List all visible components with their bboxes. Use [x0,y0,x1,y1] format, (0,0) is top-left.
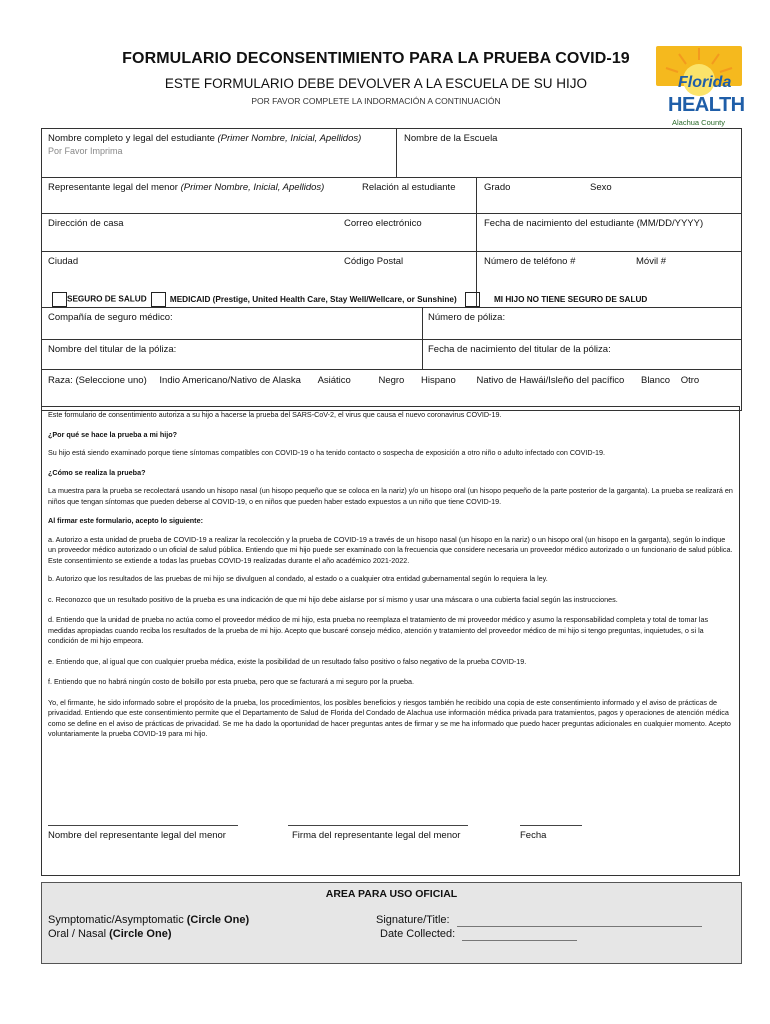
insurance-label: SEGURO DE SALUD [67,294,147,304]
relation-label: Relación al estudiante [362,182,456,193]
form-subtitle: ESTE FORMULARIO DEBE DEVOLVER A LA ESCUELA DE SU HIJO [164,76,588,91]
address-field[interactable] [50,231,470,249]
symptomatic-row: Symptomatic/Asymptomatic (Circle One) [48,914,250,926]
student-name-label: Nombre completo y legal del estudiante (Primer Nombre, Inicial, Apellidos) [48,133,362,144]
phone-label: Número de teléfono # [484,256,576,267]
oral-nasal-row: Oral / Nasal (Circle One) [48,928,172,940]
logo-florida: Florida [678,74,732,91]
email-label: Correo electrónico [344,218,422,229]
school-name-field[interactable] [404,149,734,173]
policy-holder-dob-label: Fecha de nacimiento del titular de la póliza: [428,344,611,355]
date-line[interactable] [520,825,582,826]
address-label: Dirección de casa [48,218,124,229]
insurance-options [52,292,647,307]
policy-holder-label: Nombre del titular de la póliza: [48,344,177,355]
consent-agreement-heading: Al firmar este formulario, acepto lo siguiente: [48,516,203,525]
guardian-name-line[interactable] [48,825,238,826]
guardian-signature-caption: Firma del representante legal del menor [292,830,461,841]
consent-item-b: b. Autorizo que los resultados de las pruebas de mi hijo se divulguen al condado, al estado o a cualquier otra entidad gubernamental según lo requiera la ley. [48,574,548,583]
school-name-label: Nombre de la Escuela [404,133,498,144]
date-collected-field[interactable] [462,928,577,941]
florida-health-logo [654,44,744,130]
consent-section [41,406,740,876]
grade-label: Grado [484,182,511,193]
consent-final-statement: Yo, el firmante, he sido informado sobre el propósito de la prueba, los procedimientos, los posibles beneficios y riesgos también he recibido una copia de este consentimiento informado y el aviso de prácticas de privacidad. Entiendo que este consentimiento permite que el Departamento de Salud de Florida del Condado de Alachua use información médica privada para tratamientos, pagos y operaciones de atención médica como se define en el aviso de prácticas de privacidad. Se me ha dado la oportunidad de hacer preguntas antes de firmar y se me ha informado que puedo hacer preguntas adicionales en cualquier momento. Acepto voluntariamente la prueba COVID-19 para mi hijo. [48,697,731,738]
consent-question-why: ¿Por qué se hace la prueba a mi hijo? [48,429,178,439]
race-option[interactable]: Asiático [317,375,351,386]
signature-title-field[interactable] [457,914,702,927]
student-name-field[interactable] [50,161,390,175]
consent-item-e: e. Entiendo que, al igual que con cualquier prueba médica, existe la posibilidad de un resultado falso positivo o falso negativo de la prueba COVID-19. [48,656,527,666]
race-row [48,375,738,386]
official-use-area [41,882,742,964]
consent-item-d: d. Entiendo que la unidad de prueba no actúa como el proveedor médico de mi hijo, esta prueba no reemplaza el tratamiento de mi proveedor médico y asumo la responsabilidad completa y total de tomar las medidas apropiadas cuando reciba los resultados de la prueba de mi hijo. Acepto que buscaré consejo médico, atención y tratamiento del proveedor médico de mi hijo si tengo preguntas, inquietudes, o si la condición de mi hijo empeora. [48,615,709,645]
consent-intro: Este formulario de consentimiento autoriza a su hijo a hacerse la prueba del SARS-CoV-2, el virus que causa el nuevo coronavirus COVID-19. [48,410,502,419]
official-title: AREA PARA USO OFICIAL [325,888,458,900]
consent-item-c: c. Reconozco que un resultado positivo de la prueba es una indicación de que mi hijo debe aislarse por sí mismo y usar una máscara o una cubierta facial según las instrucciones. [48,594,618,604]
logo-health: HEALTH [668,94,745,116]
race-option[interactable]: Negro [378,375,405,386]
zip-label: Código Postal [344,256,404,267]
consent-answer-why: Su hijo está siendo examinado porque tiene síntomas compatibles con COVID-19 o ha tenido contacto o sospecha de exposición a otro niño o adulto infectado con COVID-19. [48,448,605,457]
guardian-label: Representante legal del menor (Primer Nombre, Inicial, Apellidos) [48,182,325,193]
insurance-checkbox[interactable] [52,292,67,307]
form-title: FORMULARIO DECONSENTIMIENTO PARA LA PRUEBA COVID-19 [122,50,630,67]
medicaid-label: MEDICAID (Prestige, United Health Care, Stay Well/Wellcare, or Sunshine) [169,294,457,304]
consent-item-a: a. Autorizo a esta unidad de prueba de COVID-19 a realizar la recolección y la prueba de COVID-19 a través de un hisopo nasal (un hisopo en la nariz) o un hisopo oral (un hisopo en la garganta), según lo indique un proveedor médico autorizado o un oficial de salud pública. Entiendo que mi hijo puede ser examinado con la frecuencia que considere necesaria un proveedor médico autorizado o un funcionario de salud pública. Este consentimiento se extiende a todas las pruebas COVID-19 realizadas durante el año académico 2021-2022. [48,534,733,565]
dob-label: Fecha de nacimiento del estudiante (MM/DD/YYYY) [484,218,704,229]
consent-question-how: ¿Cómo se realiza la prueba? [48,467,146,477]
guardian-field[interactable] [50,195,470,211]
logo-county: Alachua County [672,118,725,127]
guardian-signature-line[interactable] [288,825,468,826]
student-name-print-hint: Por Favor Imprima [48,146,123,156]
city-field[interactable] [50,269,470,289]
mobile-label: Móvil # [636,256,667,267]
medicaid-checkbox[interactable] [151,292,166,307]
no-insurance-label: MI HIJO NO TIENE SEGURO DE SALUD [493,294,648,304]
sex-label: Sexo [590,182,612,193]
race-label: Raza: (Seleccione uno) [48,375,147,386]
student-info-form [41,128,742,411]
consent-answer-how: La muestra para la prueba se recolectará usando un hisopo nasal (un hisopo pequeño que se coloca en la nariz) y/o un hisopo oral (un hisopo pequeño de la parte posterior de la garganta). La prueba se realizará en niños que tengan síntomas que pueden deberse al COVID-19, o en niños que pueden haber estado expuestos a un niño que tiene COVID-19. [48,486,733,506]
race-option[interactable]: Blanco [640,375,671,386]
city-label: Ciudad [48,256,79,267]
consent-item-f: f. Entiendo que no habrá ningún costo de bolsillo por esta prueba, pero que se facturará a mi seguro por la prueba. [48,677,415,686]
form-instruction: POR FAVOR COMPLETE LA INDORMACIÓN A CONTINUACIÓN [251,96,501,106]
race-option[interactable]: Nativo de Hawái/Isleño del pacífico [476,375,625,386]
race-option[interactable]: Indio Americano/Nativo de Alaska [159,375,301,386]
no-insurance-checkbox[interactable] [465,292,480,307]
date-collected-row: Date Collected: [380,928,577,941]
guardian-name-caption: Nombre del representante legal del menor [48,830,226,841]
race-option[interactable]: Hispano [420,375,456,386]
insurance-company-label: Compañía de seguro médico: [48,312,173,323]
date-caption: Fecha [520,830,547,841]
signature-title-row: Signature/Title: [376,914,702,927]
policy-number-label: Número de póliza: [428,312,506,323]
race-option[interactable]: Otro [680,375,700,386]
